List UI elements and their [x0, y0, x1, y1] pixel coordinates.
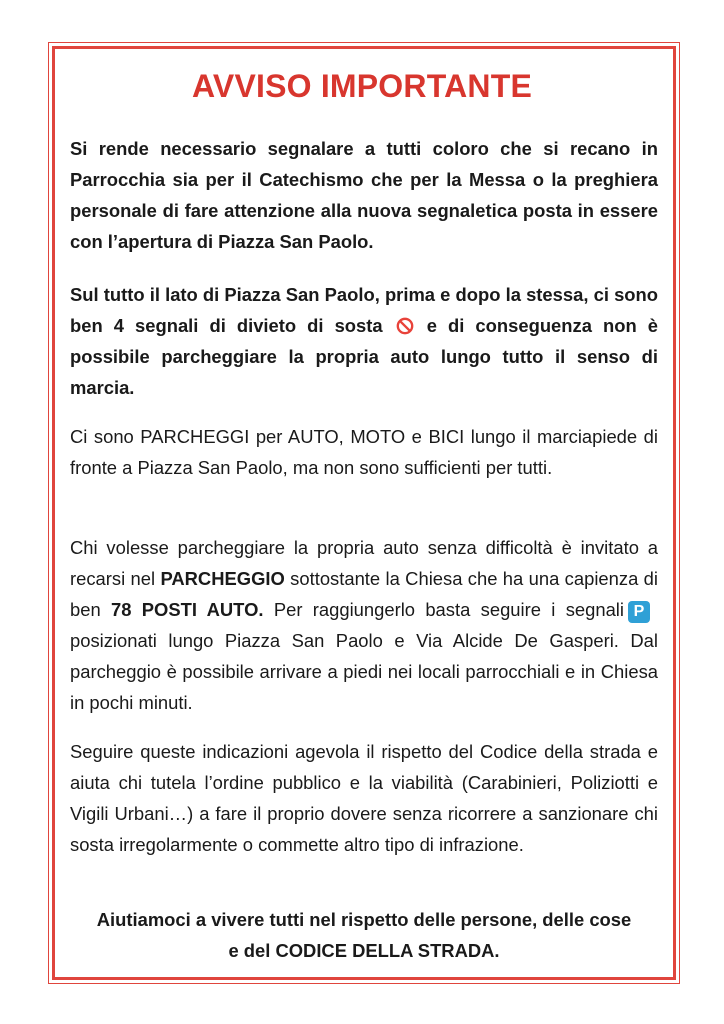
no-parking-icon — [396, 317, 414, 335]
garage-text-2: sottostante la Chiesa che ha una capienza di ben — [70, 568, 658, 620]
closing-line-1: Aiutiamoci a vivere tutti nel rispetto delle persone, delle cose — [96, 909, 632, 930]
paragraph-intro-text: Si rende necessario segnalare a tutti coloro che si recano in Parrocchia sia per il Catechismo che per la Messa o la preghiera personale di fare attenzione alla nuova segnaletica posta in essere con l’apertura di Piazza San Paolo. — [70, 138, 658, 252]
garage-bold-posti: 78 POSTI AUTO. — [111, 599, 264, 620]
garage-text-3: Per raggiungerlo basta seguire i segnali — [273, 599, 624, 620]
garage-bold-parcheggio: PARCHEGGIO — [160, 568, 285, 589]
garage-text-4: posizionati lungo Piazza San Paolo e Via Alcide De Gasperi. Dal parcheggio è possibile arrivare a piedi nei locali parrocchiali e in Chiesa in pochi minuti. — [70, 630, 658, 713]
paragraph-parking-spots — [70, 421, 658, 483]
paragraph-no-parking — [70, 279, 658, 403]
page-title: AVVISO IMPORTANTE — [191, 68, 532, 104]
no-parking-text-before: Sul tutto il lato di Piazza San Paolo, prima e dopo la stessa, ci sono ben 4 segnali di divieto di sosta — [70, 284, 658, 336]
no-parking-text-after: e di conseguenza non è possibile parcheggiare la propria auto lungo tutto il senso di marcia. — [70, 315, 658, 398]
closing-line-2: e del CODICE DELLA STRADA. — [228, 940, 500, 961]
parking-sign-icon: P — [628, 601, 650, 623]
paragraph-intro — [70, 133, 658, 257]
paragraph-rules — [70, 736, 658, 860]
garage-text-1: Chi volesse parcheggiare la propria auto senza difficoltà è invitato a recarsi nel — [70, 537, 658, 589]
paragraph-parking-spots-text: Ci sono PARCHEGGI per AUTO, MOTO e BICI lungo il marciapiede di fronte a Piazza San Paolo, ma non sono sufficienti per tutti. — [70, 426, 658, 478]
closing-statement — [70, 904, 658, 966]
paragraph-rules-text: Seguire queste indicazioni agevola il rispetto del Codice della strada e aiuta chi tutela l’ordine pubblico e la viabilità (Carabinieri, Poliziotti e Vigili Urbani…) a fare il proprio dovere senza ricorrere a sanzionare chi sosta irregolarmente o commette altro tipo di infrazione. — [70, 741, 658, 855]
paragraph-garage — [70, 532, 658, 718]
